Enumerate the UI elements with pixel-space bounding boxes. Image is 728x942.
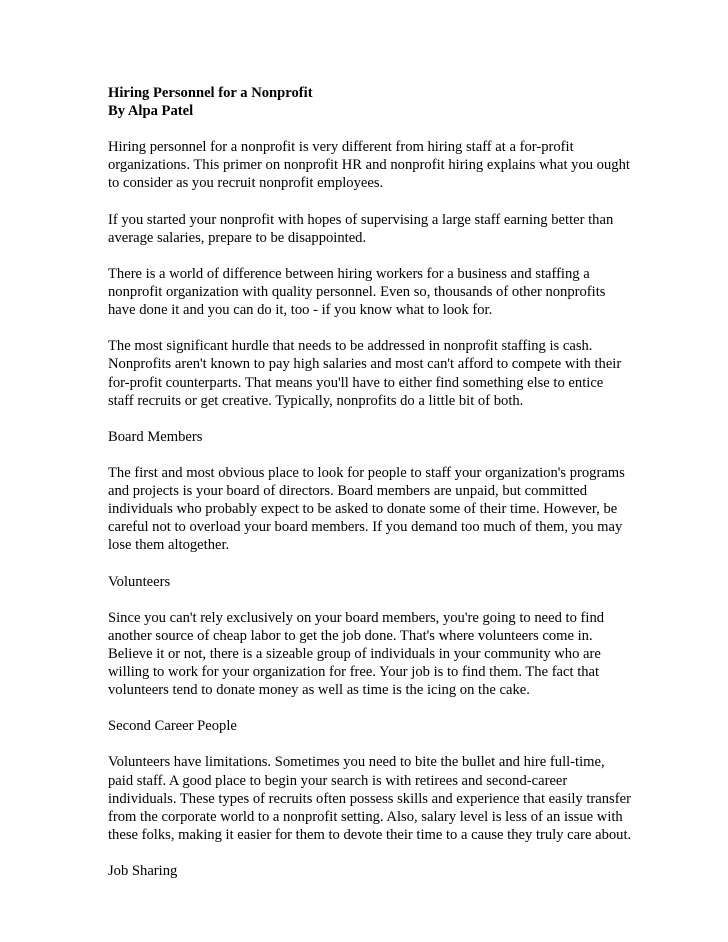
text-line: have done it and you can do it, too - if you know what to look for.: [108, 302, 493, 319]
paragraph: [108, 464, 628, 554]
paragraph: [108, 138, 628, 192]
text-line: average salaries, prepare to be disappointed.: [108, 229, 367, 246]
text-line: Believe it or not, there is a sizeable group of individuals in your community who are: [108, 645, 601, 662]
text-line: lose them altogether.: [108, 537, 230, 554]
text-line: careful not to overload your board members. If you demand too much of them, you may: [108, 519, 623, 536]
text-line: volunteers tend to donate money as well as time is the icing on the cake.: [108, 682, 530, 699]
text-line: The first and most obvious place to look for people to staff your organization's programs: [108, 464, 625, 481]
paragraph: [108, 753, 632, 843]
document-byline: By Alpa Patel: [108, 103, 194, 120]
text-line: Job Sharing: [108, 863, 178, 880]
text-line: nonprofit organization with quality personnel. Even so, thousands of other nonprofits: [108, 284, 606, 301]
text-line: Board Members: [108, 428, 203, 445]
text-line: willing to work for your organization for free. Your job is to find them. The fact that: [108, 664, 600, 680]
section-heading: [108, 428, 628, 446]
text-line: Since you can't rely exclusively on your board members, you're going to need to find: [108, 609, 605, 626]
document-body: [108, 138, 632, 880]
text-line: Hiring personnel for a nonprofit is very different from hiring staff at a for-profit: [108, 139, 574, 156]
text-line: for-profit counterparts. That means you'll have to either find something else to entice: [108, 374, 604, 391]
text-line: from the corporate world to a nonprofit setting. Also, salary level is less of an issue with: [108, 808, 623, 825]
section-heading: [108, 862, 628, 880]
text-line: and projects is your board of directors. Board members are unpaid, but committed: [108, 483, 588, 500]
section-heading: [108, 717, 628, 735]
paragraph: [108, 609, 628, 699]
text-line: individuals. These types of recruits often possess skills and experience that easily transfer: [108, 790, 631, 807]
document-title: Hiring Personnel for a Nonprofit: [108, 85, 313, 101]
text-line: these folks, making it easier for them to devote their time to a cause they truly care about.: [108, 826, 632, 843]
text-line: There is a world of difference between hiring workers for a business and staffing a: [108, 265, 590, 282]
section-heading: [108, 573, 628, 591]
text-line: Second Career People: [108, 718, 237, 735]
text-line: paid staff. A good place to begin your search is with retirees and second-career: [108, 772, 568, 789]
text-line: If you started your nonprofit with hopes of supervising a large staff earning better than: [108, 211, 614, 228]
text-line: The most significant hurdle that needs to be addressed in nonprofit staffing is cash.: [108, 338, 593, 355]
title-block: [108, 84, 628, 120]
document-page: [108, 84, 632, 898]
text-line: Nonprofits aren't known to pay high salaries and most can't afford to compete with their: [108, 356, 622, 373]
text-line: Volunteers: [108, 573, 171, 590]
paragraph: [108, 211, 628, 247]
text-line: individuals who probably expect to be asked to donate some of their time. However, be: [108, 501, 618, 518]
paragraph: [108, 265, 628, 319]
text-line: Volunteers have limitations. Sometimes you need to bite the bullet and hire full-time,: [108, 754, 605, 771]
paragraph: [108, 337, 628, 409]
text-line: staff recruits or get creative. Typically, nonprofits do a little bit of both.: [108, 392, 524, 409]
text-line: to consider as you recruit nonprofit employees.: [108, 175, 384, 192]
text-line: organizations. This primer on nonprofit HR and nonprofit hiring explains what you ought: [108, 157, 630, 174]
text-line: another source of cheap labor to get the job done. That's where volunteers come in.: [108, 627, 593, 644]
